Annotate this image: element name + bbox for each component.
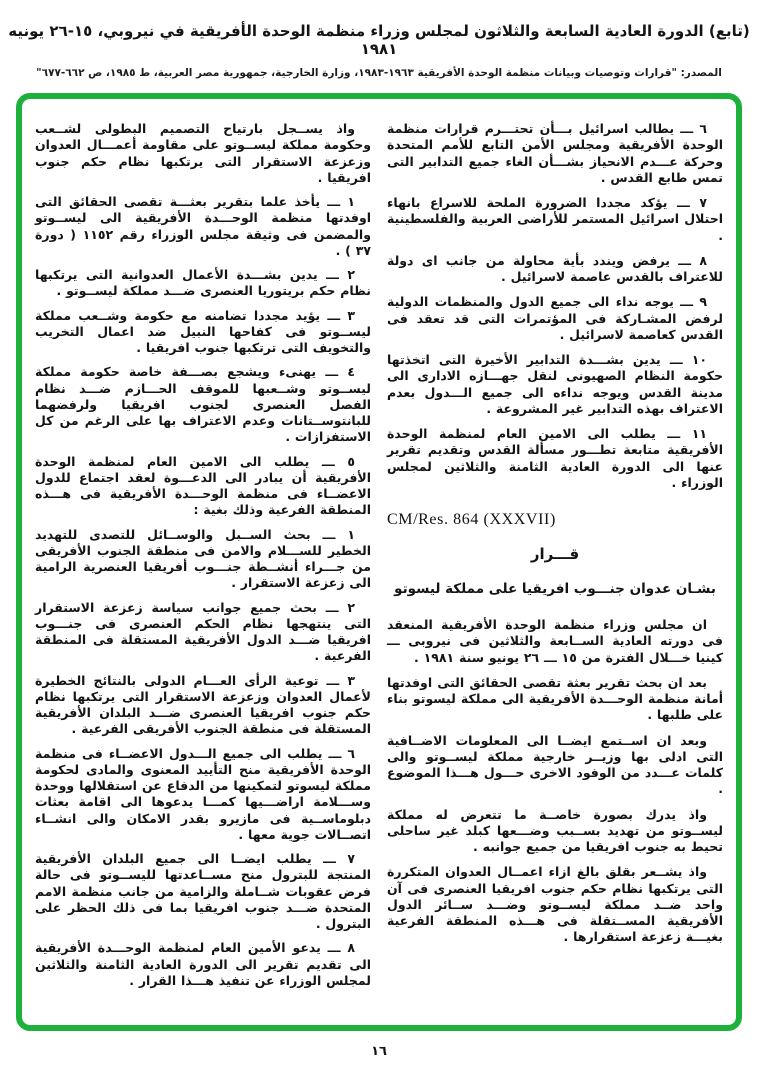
paragraph-item-7: ٧ ـــ يؤكد مجددا الضرورة الملحة للاسراع بانهاء احتلال اسرائيل المستمر للأراضى العربية والفلسطينية . <box>387 195 723 243</box>
paragraph-op-7: ٧ ـــ يطلب ايضــا الى جميع البلدان الأفريقية المنتجة للبترول منح مســاعدتها لليســوتو فى حالة فرض عقوبات شــاملة والزامية من جانب منظمة الامم المتحدة ضـــد جنوب افريقيا بما فى ذلك الحظر على البترول . <box>35 851 371 931</box>
preamble-report: بعد ان بحث تقرير بعثة تقصى الحقائق التى اوفدتها أمانة منظمة الوحـــدة الأفريقية الى مملكة ليسوتو بناء على طلبها . <box>387 674 723 723</box>
paragraph-item-6: ٦ ـــ يطالب اسرائيل بـــأن تحتـــرم قرارات منظمة الوحدة الأفريقية ومجلس الأمن التابع للأمم المتحدة وحركة عـــدم الانحياز بشـــأن الغاء جميع التدابير التى تمس طابع القدس . <box>387 121 723 185</box>
page-number: ١٦ <box>371 1044 387 1059</box>
paragraph-op-5b: ٢ ـــ بحث جميع جوانب سياسة زعزعة الاستقرار التى ينتهجها نظام الحكم العنصرى فى جنـــوب افريقيا ضـــد الدول الأفريقية المستقلة فى المنطقة الفرعية . <box>35 599 371 664</box>
resolution-reference: CM/Res. 864 (XXXVII) <box>387 511 556 528</box>
paragraph-op-6: ٦ ـــ يطلب الى جميع الـــدول الاعضــاء فى منظمة الوحدة الأفريقية منح التأييد المعنوى والمادى لحكومة مملكة ليسوتو لتمكينها من الدفاع عن استقلالها ووحدة وســـلامة اراضـــيها كمـــا يدعوها الى اقامة بعثات دبلوماســية فى مازيرو بقدر الامكان والى انشــاء اتصــالات جوية معها . <box>35 745 371 842</box>
preamble-council: ان مجلس وزراء منظمة الوحدة الأفريقية المنعقد فى دورته العادية الســابعة والثلاثين فى نيروبى ـــ كينيا خـــلال الفترة من ١٥ ـــ ٢٦ يونيو سنة ١٩٨١ . <box>387 617 723 665</box>
column-left <box>35 121 371 1015</box>
paragraph-op-8: ٨ ـــ يدعو الأمين العام لمنظمة الوحـــدة الأفريقية الى تقديم تقرير الى الدورة العادية الثامنة والثلاثين لمجلس الوزراء عن تنفيذ هـــذا القرار . <box>35 940 371 988</box>
paragraph-op-2: ٢ ـــ يدين بشـــدة الأعمال العدوانية التى يرتكبها نظام حكم بريتوريا العنصرى ضـــد مملكة ليســوتو . <box>35 267 371 299</box>
paragraph-item-8: ٨ ـــ يرفض ويندد بأية محاولة من جانب اى دولة للاعتراف بالقدس عاصمة لاسرائيل . <box>387 252 723 284</box>
paragraph-op-5: ٥ ـــ يطلب الى الامين العام لمنظمة الوحدة الأفريقية أن يبادر الى الدعـــوة لعقد اجتماع للدول الاعضــاء فى منظمة الوحـــدة الأفريقية فى هـــذه المنطقة الفرعية وذلك بغية : <box>35 453 371 518</box>
paragraph-item-10: ١٠ ـــ يدين بشـــدة التدابير الأخيرة التى اتخذتها حكومة النظام الصهيونى لنقل جهـــازه الادارى الى مدينة القدس ويوجه نداءه الى جميع الـــدول بعدم الاعتراف بهذه التدابير غير المشروعة . <box>387 352 723 416</box>
column-right <box>387 121 723 1015</box>
header-source-citation: المصدر: "قرارات وتوصيات وبيانات منظمة الوحدة الأفريقية ١٩٦٣-١٩٨٣، وزارة الخارجية، جمهورية مصر العربية، ط ١٩٨٥، ص ٦٦٢-٦٧٧" <box>36 67 722 79</box>
preamble-information: وبعد ان اســتمع ايضــا الى المعلومات الاضــافية التى ادلى بها وزيــر خارجية مملكة ليســوتو والى كلمات عـــدد من الوفود الاخرى حـــول هـــذا الموضوع . <box>387 732 723 797</box>
header-session-title: (تابع) الدورة العادية السابعة والثلاثون لمجلس وزراء منظمة الوحدة الأفريقية في نيروبي، ١٥-٢٦ يونيه ١٩٨١ <box>8 22 750 58</box>
paragraph-op-1: ١ ـــ يأخذ علما بتقرير بعثـــة تقصى الحقائق التى اوفدتها منظمة الوحـــدة الأفريقية الى ليســوتو والمضمن فى وثيقة مجلس الوزراء رقم ١١٥٢ ( دورة ٣٧ ) . <box>35 194 371 258</box>
paragraph-item-9: ٩ ـــ يوجه نداء الى جميع الدول والمنظمات الدولية لرفض المشـاركة فى المؤتمرات التى قد تعقد فى القدس كعاصمة لاسرائيل . <box>387 294 723 342</box>
paragraph-op-5a: ١ ـــ بحث الســبل والوســائل للتصدى للتهديد الخطير للســـلام والامن فى منطقة الجنوب الأفريقى من جـــراء أنشــطة جنـــوب أفريقيا العنصرية الرامية الى زعزعة الاستقرار . <box>35 526 371 591</box>
preamble-determination: واذ يســجل بارتياح التصميم البطولى لشــعب وحكومة مملكة ليســوتو على مقاومة أعمـــال العدوان وزعزعة الاستقرار التى يرتكبها نظام حكم جنوب افريقيا . <box>35 121 371 185</box>
paragraph-op-4: ٤ ـــ يهنىء ويشجع بصـــفة خاصة حكومة مملكة ليســوتو وشــعبها للموقف الحـــازم ضـــد نظام الفصل العنصرى لجنوب افريقيا ولرفضهما للبانتوســتانات وعدم الاعتراف بها على الرغم من كل الاستفزازات . <box>35 364 371 445</box>
paragraph-op-5c: ٣ ـــ توعية الرأى العـــام الدولى بالنتائج الخطيرة لأعمال العدوان وزعزعة الاستقرار التى يرتكبها نظام حكم جنوب افريقيا العنصرى ضـــد البلدان الأفريقية المستقلة فى منطقة الجنوب الأفريقى الفرعية . <box>35 672 371 737</box>
preamble-concern: واذ يشــعر بقلق بالغ ازاء اعمــال العدوان المتكررة التى يرتكبها نظام حكم جنوب افريقيا العنصرى فى آن واحد ضــد مملكة ليســوتو وضـــد ســائر الدول الأفريقية المســتقلة فى هـــذه المنطقة الفرعية بغيـــة زعزعة استقرارها . <box>387 864 723 945</box>
preamble-awareness: واذ يدرك بصورة خاصــة ما تتعرض له مملكة ليســوتو من تهديد بســبب وضـــعها كبلد غير ساحلى تحيط به جنوب افريقيا من جميع جوانبه . <box>387 806 723 854</box>
paragraph-op-3: ٣ ـــ يؤيد مجددا تضامنه مع حكومة وشــعب مملكة ليســوتو فى كفاحها النبيل ضد اعمال التخريب والتخويف التى ترتكبها جنوب افريقيا . <box>35 307 371 355</box>
resolution-title: قـــرار <box>530 545 580 563</box>
resolution-subtitle: بشـان عدوان جنـــوب افريقيا على مملكة ليسوتو <box>394 581 716 597</box>
paragraph-item-11: ١١ ـــ يطلب الى الامين العام لمنظمة الوحدة الأفريقية متابعة تطـــور مسألة القدس وتقديم تقرير عنها الى الدورة العادية الثامنة والثلاثين لمجلس الوزراء . <box>387 426 723 490</box>
document-frame <box>16 93 742 1031</box>
page-header <box>0 0 758 79</box>
